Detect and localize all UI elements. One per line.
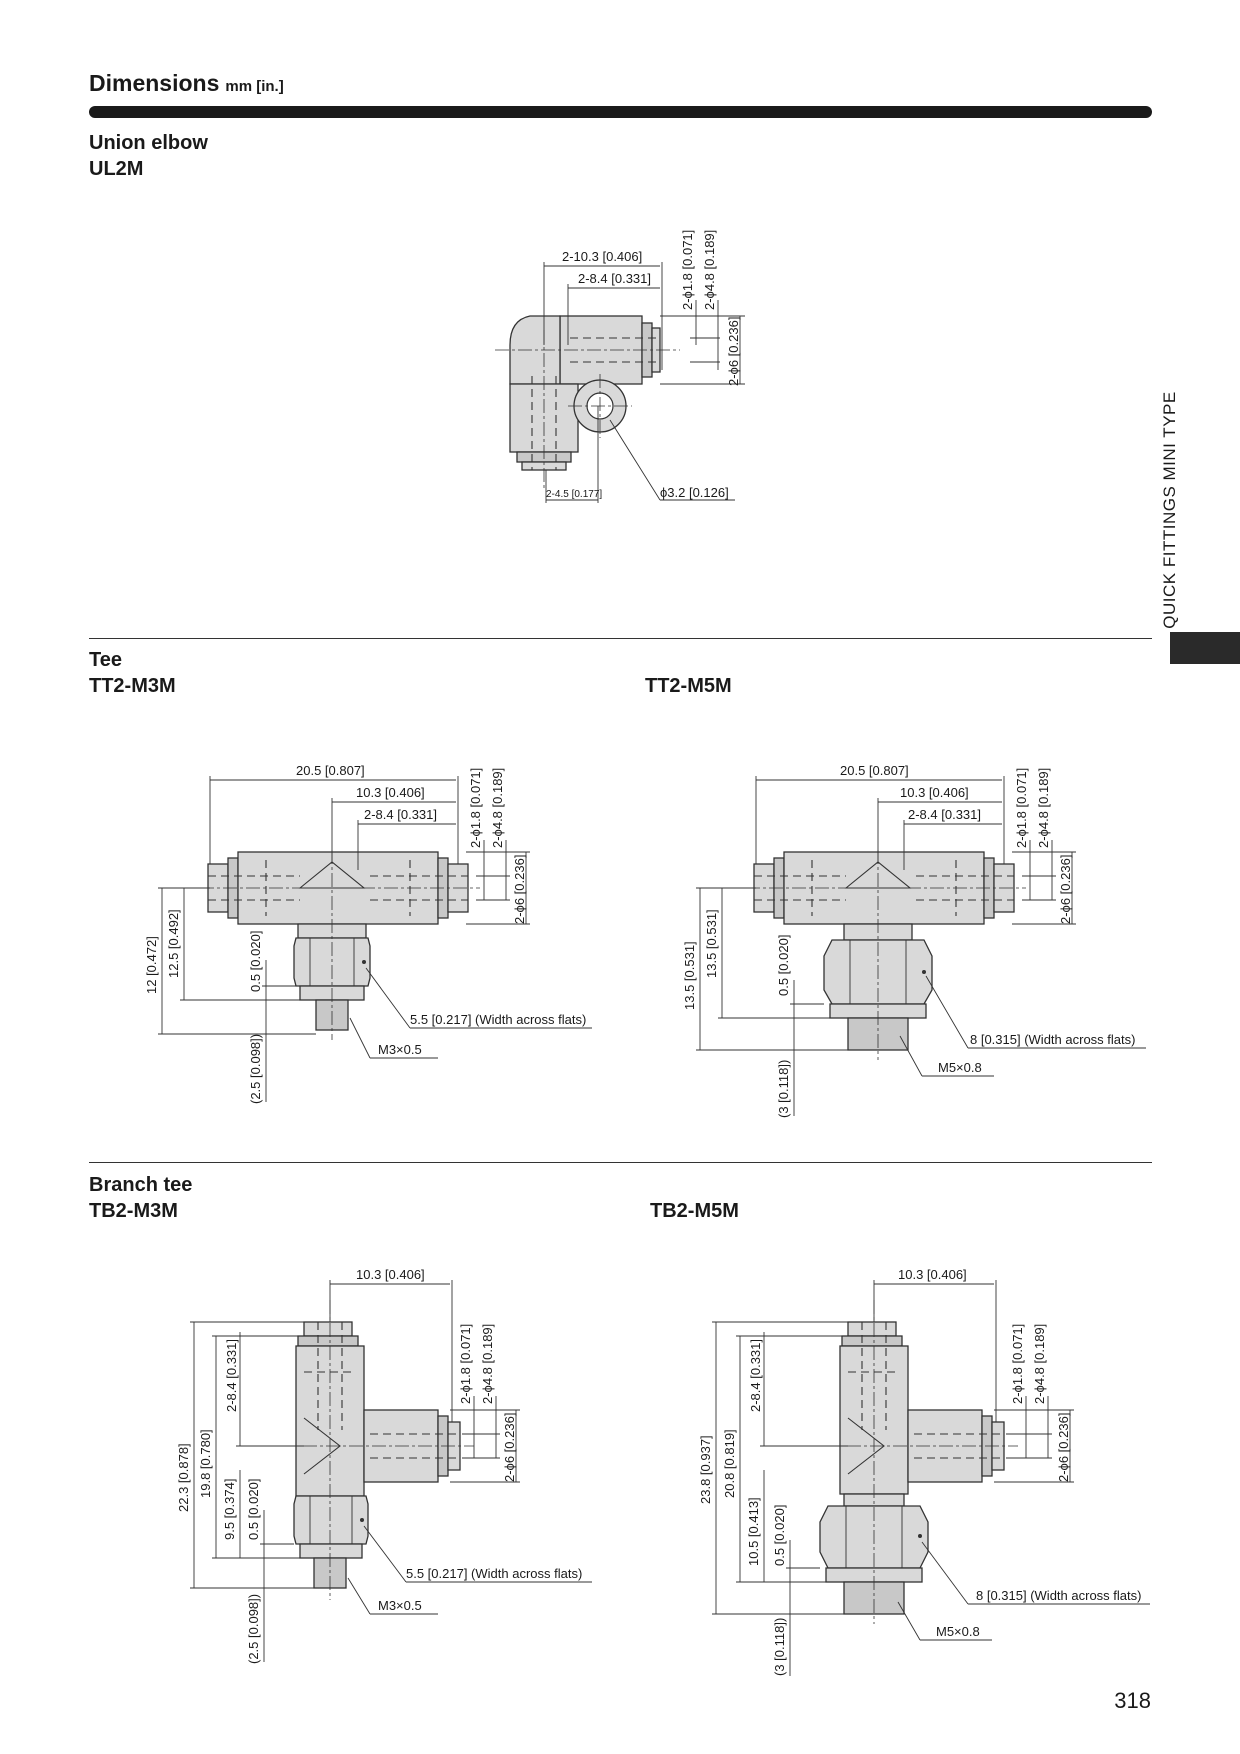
tee-m5-drawing [682,763,1146,1118]
tee-name: Tee [89,649,122,671]
tee-m5-v3: 2-ϕ6 [0.236] [1058,854,1073,924]
tee-m3-h2: 12.5 [0.492] [166,909,181,978]
btee-m3-h4: 0.5 [0.020] [246,1478,261,1540]
branch-tee-m3-drawing [176,1267,592,1664]
elbow-dim-d6: 2-4.5 [0.177] [546,489,603,500]
btee-m3-flats: 5.5 [0.217] (Width across flats) [406,1566,583,1581]
btee-m3-v2: 2-ϕ4.8 [0.189] [480,1323,495,1404]
branch-tee-name: Branch tee [89,1174,193,1196]
tee-m5-w1: 20.5 [0.807] [840,763,909,778]
btee-m5-collet-top [848,1322,896,1336]
btee-m5-h5: (3 [0.118]) [772,1617,787,1676]
tee-m3-v1: 2-ϕ1.8 [0.071] [468,767,483,848]
union-elbow-model: UL2M [89,158,144,180]
tee-m5-flats: 8 [0.315] (Width across flats) [970,1032,1136,1047]
elbow-dim-d7: ϕ3.2 [0.126] [660,485,729,500]
btee-m3-ring-top [298,1336,358,1346]
tee-m3-v2: 2-ϕ4.8 [0.189] [490,767,505,848]
btee-m3-h3: 9.5 [0.374] [222,1478,237,1540]
tee-m5-h1: 13.5 [0.531] [682,941,697,1010]
elbow-dim-d5: 2-ϕ6 [0.236] [726,316,741,386]
tee-m3-flats: 5.5 [0.217] (Width across flats) [410,1012,587,1027]
tee-m5-h4: (3 [0.118]) [776,1059,791,1118]
btee-m3-base [300,1544,362,1558]
tee-left-model: TT2-M3M [89,675,176,697]
btee-m3-h1: 22.3 [0.878] [176,1443,191,1512]
elbow-dim-d1: 2-10.3 [0.406] [562,249,643,264]
btee-m3-collet-top [304,1322,352,1336]
btee-m5-h1: 23.8 [0.937] [698,1435,713,1504]
unit-label: mm [in.] [225,78,284,95]
tee-right-model: TT2-M5M [645,675,732,697]
btee-m3-h2: 19.8 [0.780] [198,1429,213,1498]
branch-tee-left-model: TB2-M3M [89,1200,178,1222]
btee-m3-thread-label: M3×0.5 [378,1598,422,1613]
side-tab-text: QUICK FITTINGS MINI TYPE [1160,391,1179,629]
tee-m3-w2: 10.3 [0.406] [356,785,425,800]
tee-m3-w1: 20.5 [0.807] [296,763,365,778]
btee-m3-v1: 2-ϕ1.8 [0.071] [458,1323,473,1404]
btee-m3-h0: 2-8.4 [0.331] [224,1339,239,1412]
tee-m5-thread-label: M5×0.8 [938,1060,982,1075]
btee-m5-w1: 10.3 [0.406] [898,1267,967,1282]
btee-m5-v1: 2-ϕ1.8 [0.071] [1010,1323,1025,1404]
btee-m5-v3: 2-ϕ6 [0.236] [1056,1412,1071,1482]
btee-m3-h5: (2.5 [0.098]) [246,1593,261,1664]
btee-m5-thread-label: M5×0.8 [936,1624,980,1639]
btee-m5-h2: 20.8 [0.819] [722,1429,737,1498]
elbow-dim-d2: 2-8.4 [0.331] [578,271,651,286]
tee-m5-v1: 2-ϕ1.8 [0.071] [1014,767,1029,848]
page-title-text: Dimensions [89,70,220,96]
btee-m5-ring-top [842,1336,902,1346]
btee-m5-v2: 2-ϕ4.8 [0.189] [1032,1323,1047,1404]
tee-m5-v2: 2-ϕ4.8 [0.189] [1036,767,1051,848]
elbow-dim-d4: 2-ϕ4.8 [0.189] [702,229,717,310]
tee-m3-thread-label: M3×0.5 [378,1042,422,1057]
branch-tee-m5-drawing [698,1267,1150,1676]
tee-m3-w3: 2-8.4 [0.331] [364,807,437,822]
page-number: 318 [1114,1688,1151,1713]
btee-m5-flats: 8 [0.315] (Width across flats) [976,1588,1142,1603]
tee-m5-h2: 13.5 [0.531] [704,909,719,978]
btee-m3-v3: 2-ϕ6 [0.236] [502,1412,517,1482]
tee-m5-w2: 10.3 [0.406] [900,785,969,800]
tee-m3-v3: 2-ϕ6 [0.236] [512,854,527,924]
btee-m3-w1: 10.3 [0.406] [356,1267,425,1282]
tee-m5-h3: 0.5 [0.020] [776,934,791,996]
tee-m3-h4: (2.5 [0.098]) [248,1033,263,1104]
tee-m3-drawing [144,763,592,1104]
union-elbow-drawing [495,230,745,503]
btee-m5-h0: 2-8.4 [0.331] [748,1339,763,1412]
union-elbow-name: Union elbow [89,132,208,154]
btee-m5-h4: 0.5 [0.020] [772,1504,787,1566]
elbow-dim-d3: 2-ϕ1.8 [0.071] [680,229,695,310]
btee-m5-h3: 10.5 [0.413] [746,1497,761,1566]
tee-m3-h3: 0.5 [0.020] [248,930,263,992]
tee-m5-w3: 2-8.4 [0.331] [908,807,981,822]
tee-m3-h1: 12 [0.472] [144,936,159,994]
btee-m3-hex [294,1496,368,1544]
branch-tee-right-model: TB2-M5M [650,1200,739,1222]
